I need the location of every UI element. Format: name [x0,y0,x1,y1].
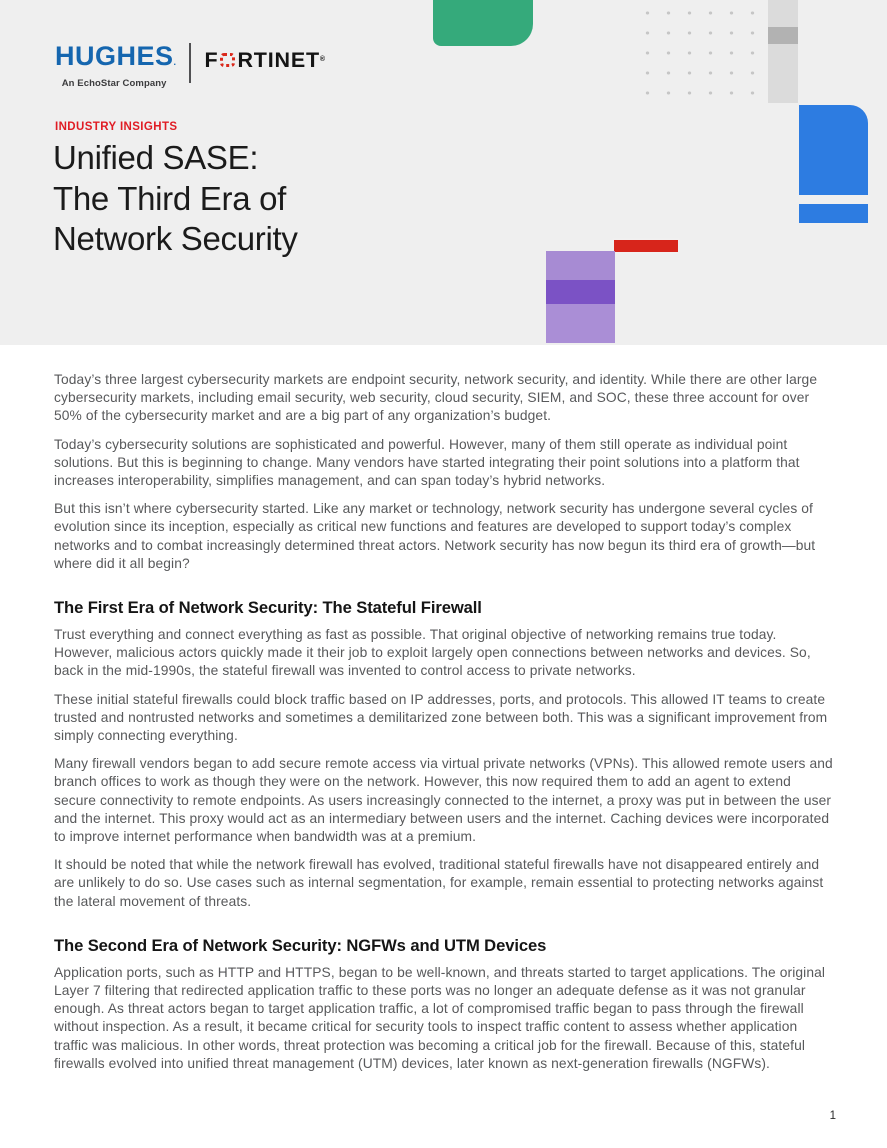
intro-paragraph: Today’s three largest cybersecurity markets are endpoint security, network security, and identity. While there are other large cybersecurity markets, including email security, web security, cloud security, SIEM, and SOC, these three account for over 50% of the cybersecurity market and are a big part of any organization’s budget. [54,372,818,424]
hughes-tagline: An EchoStar Company [61,78,167,89]
section-paragraph: Trust everything and connect everything as fast as possible. That original objective of networking remains true today. However, malicious actors quickly made it their job to exploit largely open connections between networks and devices. So, back in the mid-1990s, the stateful firewall was invented to control access to private networks. [54,627,811,679]
article-body [0,345,887,1083]
section-paragraph: It should be noted that while the network firewall has evolved, traditional stateful firewalls have not disappeared entirely and are unlikely to do so. Use cases such as internal segmentation, for example, remain essential to protecting networks against the lateral movement of threats. [54,857,824,909]
hughes-wordmark [55,43,177,76]
blue-bar-decoration [799,204,868,223]
section-heading-second-era: The Second Era of Network Security: NGFWs and UTM Devices [54,935,547,955]
page-title [53,138,298,260]
intro-paragraph: But this isn’t where cybersecurity started. Like any market or technology, network security has undergone several cycles of evolution since its inception, especially as critical new functions and features are developed to support today’s complex networks and to combat increasingly determined threat actors. Network security has now begun its third era of growth—but where did it all begin? [54,501,816,571]
title-line-2: The Third Era of [53,179,287,217]
page-number: 1 [829,1110,836,1122]
fortinet-registered-mark: ® [319,56,326,63]
dot-grid-decoration [634,0,780,111]
fortinet-rtinet-text: RTINET [237,47,320,72]
gray-bar-dark-segment [768,27,798,44]
purple-band-light-top [546,251,615,280]
header-band [0,0,887,345]
hughes-logo [55,43,177,89]
logo-divider [189,43,191,83]
red-bar-decoration [614,240,678,252]
purple-band-dark-middle [546,280,615,304]
section-paragraph: These initial stateful firewalls could block traffic based on IP addresses, ports, and protocols. This allowed IT teams to create trusted and nontrusted networks and sometimes a demilitarized zone between both. This was a significant improvement from simply connecting everything. [54,691,828,744]
blue-rounded-rectangle-decoration [799,105,868,195]
brand-logo-row [55,43,326,89]
hughes-period: . [173,57,177,67]
fortinet-f-text: F [204,47,219,72]
section-paragraph: Application ports, such as HTTP and HTTPS, began to be well-known, and threats started to target applications. The original Layer 7 filtering that redirected application traffic to these ports was no longer an adequate defense as it was not granular enough. As threat actors began to target application traffic, a lot of compromised traffic began to pass through the firewall without inspection. As a result, it became critical for security tools to inspect traffic content to assess whether application traffic was malicious. In other words, threat protection was becoming a critical job for the firewall. Because of this, stateful firewalls evolved into unified threat management (UTM) devices, later known as next-generation firewalls (NGFWs). [54,964,826,1071]
section-heading-first-era: The First Era of Network Security: The Stateful Firewall [54,598,482,618]
hughes-name-text: HUGHES [55,41,174,71]
title-line-3: Network Security [53,220,298,257]
title-line-1: Unified SASE: [53,139,259,176]
gray-bar-decoration [768,0,798,103]
section-paragraph: Many firewall vendors began to add secure remote access via virtual private networks (VPNs). This allowed remote users and branch offices to work as though they were on the network. However, this now required them to add an agent to extend secure connectivity to remote endpoints. As users increasingly connected to the internet, a proxy was put in between the user and the internet. This proxy would act as an intermediary between users and the internet. Caching devices were incorporated to improve internet performance when bandwidth was at a premium. [54,756,833,845]
purple-stack-decoration [546,251,615,343]
green-rounded-rectangle-decoration [433,0,533,46]
intro-paragraph: Today’s cybersecurity solutions are sophisticated and powerful. However, many of them still operate as individual point solutions. But this is beginning to change. Many vendors have started integrating their point solutions into a platform that increases interoperability, simplifies management, and can span today’s hybrid networks. [54,436,800,489]
eyebrow-label: INDUSTRY INSIGHTS [55,121,178,133]
purple-band-light-bottom [546,304,615,343]
fortinet-grid-icon [220,53,235,67]
fortinet-logo [205,49,326,71]
